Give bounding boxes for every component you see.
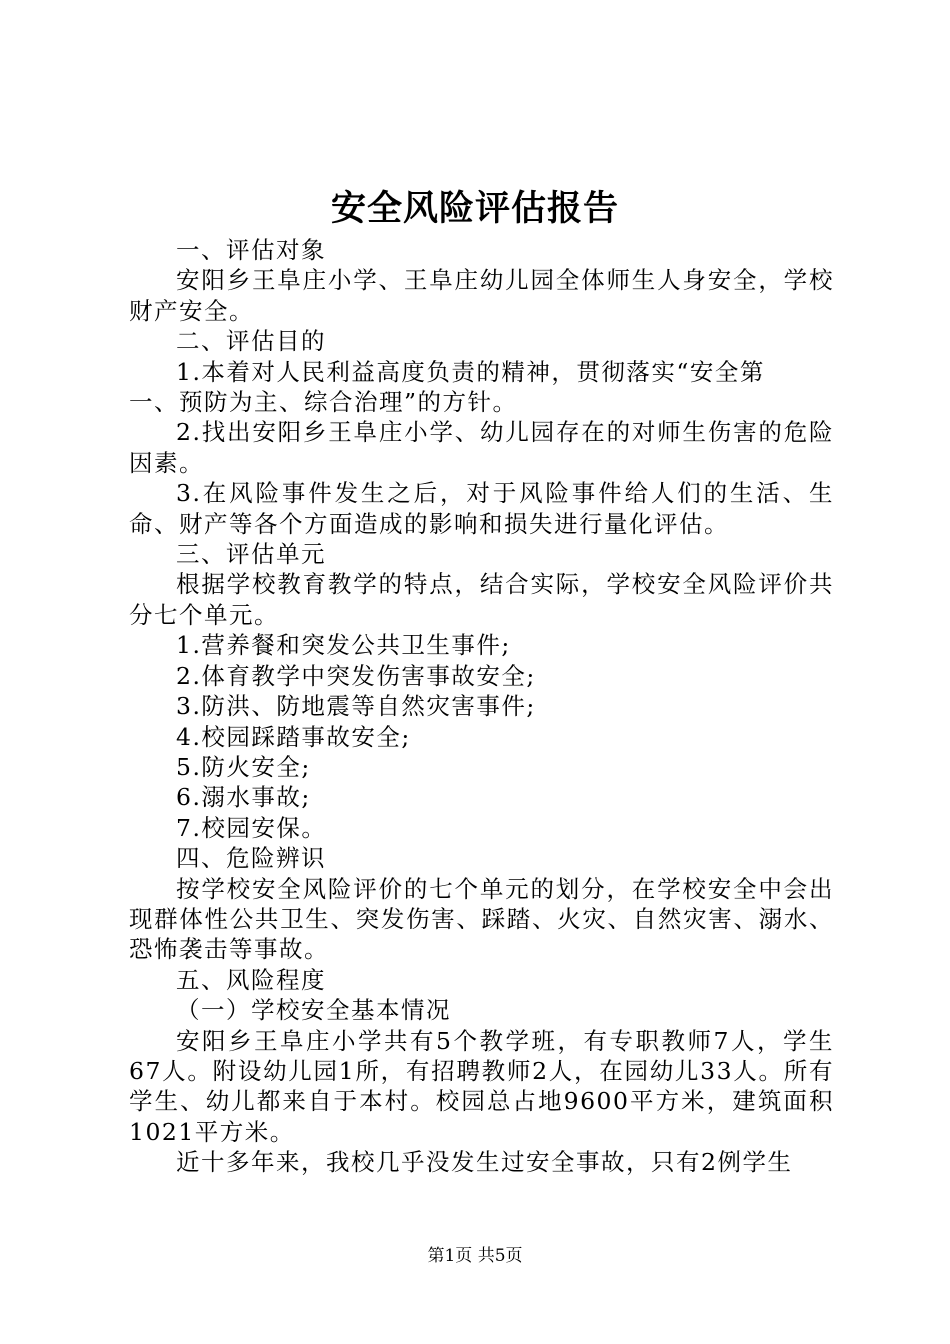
- list-item: 7.校园安保。: [176, 813, 327, 842]
- list-item: 5.防火安全;: [176, 752, 311, 781]
- document-body: [129, 235, 834, 1178]
- paragraph: 近十多年来，我校几乎没发生过安全事故，只有2例学生: [176, 1148, 793, 1177]
- document-title: 安全风险评估报告: [330, 188, 619, 229]
- paragraph: 按学校安全风险评价的七个单元的划分，在学校安全中会出现群体性公共卫生、突发伤害、踩踏、火灾、自然灾害、溺水、恐怖袭击等事故。: [129, 874, 834, 964]
- list-item: 1.本着对人民利益高度负责的精神，贯彻落实“安全第: [176, 357, 765, 386]
- list-item: 6.溺水事故;: [176, 783, 311, 812]
- list-item: 3.防洪、防地震等自然灾害事件;: [176, 692, 536, 721]
- section-heading: 二、评估目的: [176, 327, 326, 356]
- list-item: 1.营养餐和突发公共卫生事件;: [176, 631, 511, 660]
- subsection-heading: （一）学校安全基本情况: [176, 996, 451, 1025]
- list-item: 2.找出安阳乡王阜庄小学、幼儿园存在的对师生伤害的危险因素。: [129, 418, 834, 477]
- list-item: 2.体育教学中突发伤害事故安全;: [176, 661, 536, 690]
- section-heading: 四、危险辨识: [176, 844, 326, 873]
- section-heading: 三、评估单元: [176, 540, 326, 569]
- paragraph: 根据学校教育教学的特点，结合实际，学校安全风险评价共分七个单元。: [129, 570, 834, 629]
- paragraph: 安阳乡王阜庄小学、王阜庄幼儿园全体师生人身安全，学校财产安全。: [129, 266, 834, 325]
- paragraph-continuation: 一、预防为主、综合治理”的方针。: [129, 388, 518, 417]
- paragraph: 安阳乡王阜庄小学共有5个教学班，有专职教师7人，学生67人。附设幼儿园1所，有招聘教师2人，在园幼儿33人。所有学生、幼儿都来自于本村。校园总占地9600平方米，建筑面积1021平方米。: [129, 1026, 834, 1146]
- list-item: 3.在风险事件发生之后，对于风险事件给人们的生活、生命、财产等各个方面造成的影响和损失进行量化评估。: [129, 479, 834, 538]
- list-item: 4.校园踩踏事故安全;: [176, 722, 411, 751]
- page-footer: 第1页 共5页: [427, 1246, 523, 1266]
- section-heading: 五、风险程度: [176, 965, 326, 994]
- section-heading: 一、评估对象: [176, 236, 326, 264]
